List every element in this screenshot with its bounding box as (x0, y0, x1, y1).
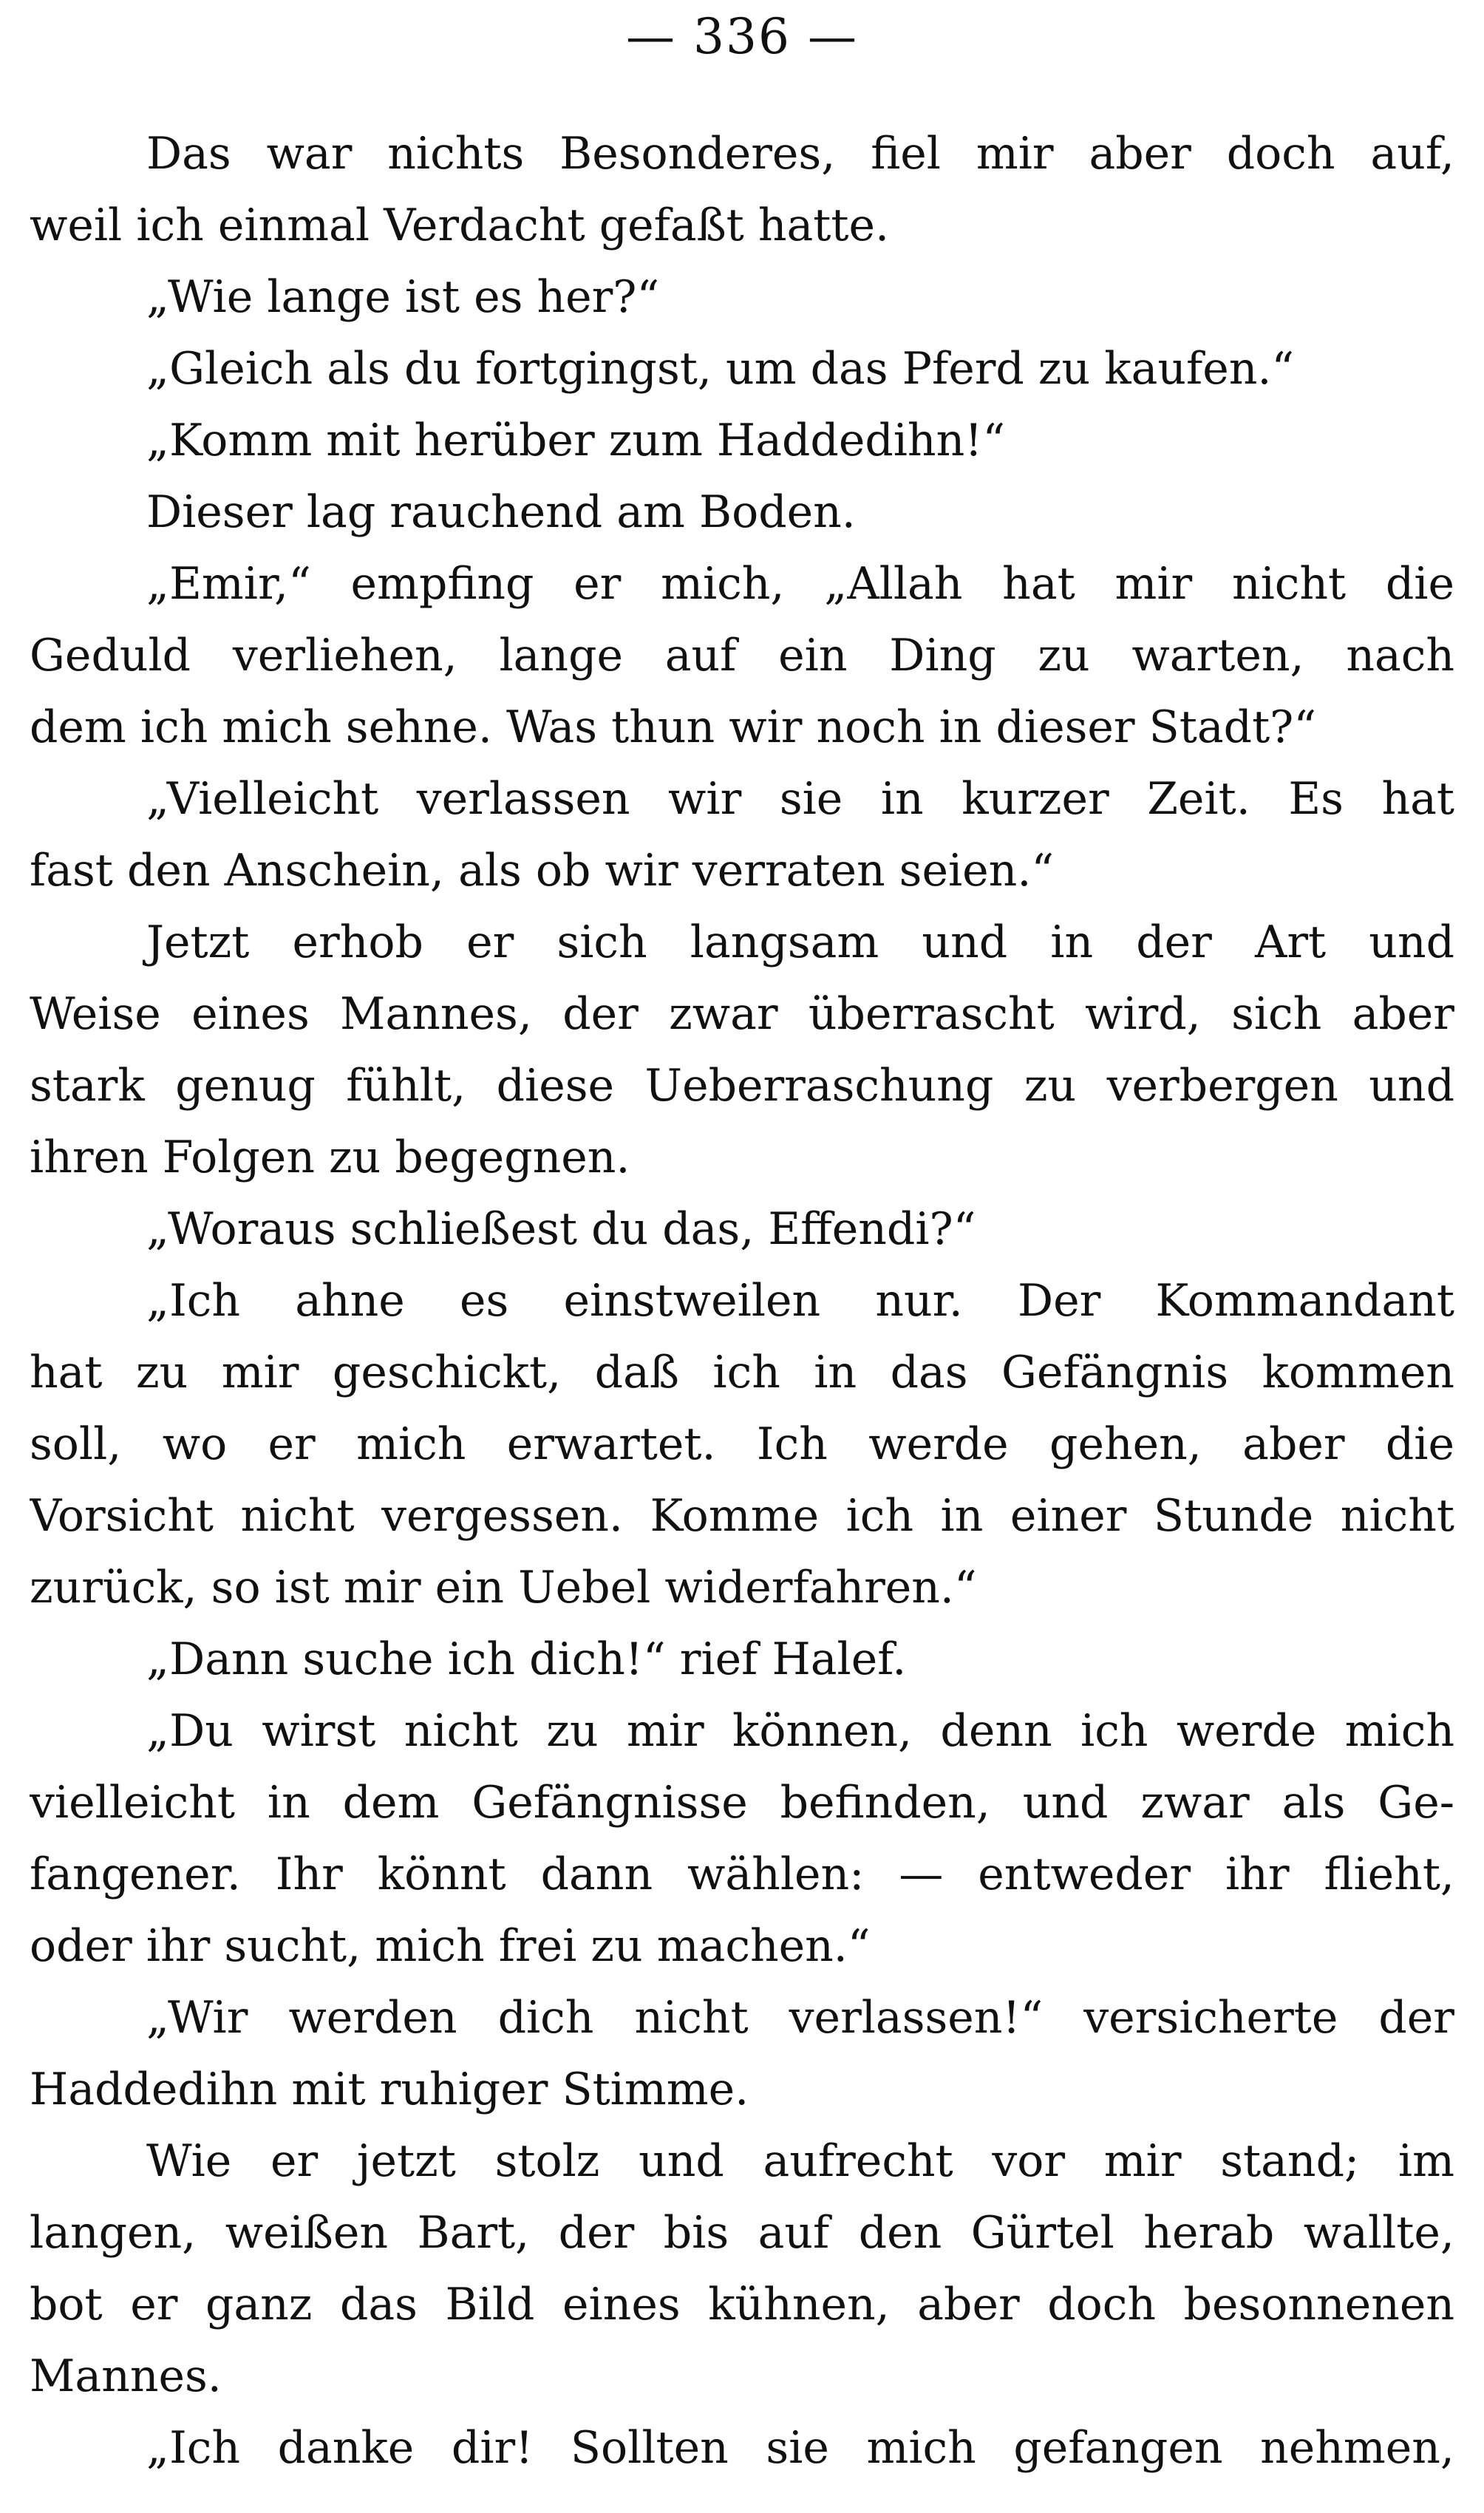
text-line: Dieser lag rauchend am Boden. (146, 486, 856, 538)
text-line: hat zu mir geschickt, daß ich in das Gefängnis kommen (30, 1347, 1454, 1398)
text-line: „Ich ahne es einstweilen nur. Der Kommandant (146, 1275, 1454, 1327)
text-line: langen, weißen Bart, der bis auf den Gürtel herab wallte, (30, 2207, 1454, 2259)
text-line: vielleicht in dem Gefängnisse befinden, und zwar als Ge- (30, 1777, 1454, 1829)
text-line: „Woraus schließest du das, Effendi?“ (146, 1203, 976, 1255)
text-line: fast den Anschein, als ob wir verraten seien.“ (30, 845, 1055, 897)
text-line: Mannes. (30, 2350, 222, 2402)
text-line: stark genug fühlt, diese Ueberraschung zu verbergen und (30, 1060, 1454, 1112)
text-line: fangener. Ihr könnt dann wählen: — entweder ihr flieht, (30, 1849, 1454, 1900)
text-line: „Dann suche ich dich!“ rief Halef. (146, 1633, 907, 1685)
text-line: Jetzt erhob er sich langsam und in der Art und (146, 917, 1454, 968)
text-line: weil ich einmal Verdacht gefaßt hatte. (30, 200, 890, 251)
text-line: Vorsicht nicht vergessen. Komme ich in einer Stunde nicht (30, 1490, 1454, 1542)
body-text (30, 118, 1454, 2484)
text-line: Geduld verliehen, lange auf ein Ding zu warten, nach (30, 630, 1454, 681)
text-line: „Wir werden dich nicht verlassen!“ versicherte der (146, 1992, 1454, 2044)
text-line: „Emir,“ empfing er mich, „Allah hat mir nicht die (146, 558, 1454, 610)
text-line: ihren Folgen zu begegnen. (30, 1132, 630, 1183)
text-line: „Gleich als du fortgingst, um das Pferd zu kaufen.“ (146, 343, 1295, 395)
text-line: „Ich danke dir! Sollten sie mich gefangen nehmen, (146, 2422, 1454, 2474)
text-line: soll, wo er mich erwartet. Ich werde gehen, aber die (30, 1418, 1454, 1470)
text-line: Haddedihn mit ruhiger Stimme. (30, 2064, 749, 2115)
text-line: Wie er jetzt stolz und aufrecht vor mir stand; im (146, 2135, 1454, 2187)
text-line: bot er ganz das Bild eines kühnen, aber doch besonnenen (30, 2279, 1454, 2330)
text-line: oder ihr sucht, mich frei zu machen.“ (30, 1920, 871, 1972)
text-line: „Komm mit herüber zum Haddedihn!“ (146, 415, 1006, 466)
text-line: „Vielleicht verlassen wir sie in kurzer Zeit. Es hat (146, 773, 1454, 825)
text-line: „Wie lange ist es her?“ (146, 271, 660, 323)
text-line: zurück, so ist mir ein Uebel widerfahren.“ (30, 1562, 977, 1613)
text-line: Weise eines Mannes, der zwar überrascht wird, sich aber (30, 988, 1454, 1040)
text-line: dem ich mich sehne. Was thun wir noch in dieser Stadt?“ (30, 701, 1317, 753)
text-line: Das war nichts Besonderes, fiel mir aber doch auf, (146, 128, 1454, 180)
text-line: „Du wirst nicht zu mir können, denn ich werde mich (146, 1705, 1454, 1757)
page-number: — 336 — (626, 8, 858, 65)
